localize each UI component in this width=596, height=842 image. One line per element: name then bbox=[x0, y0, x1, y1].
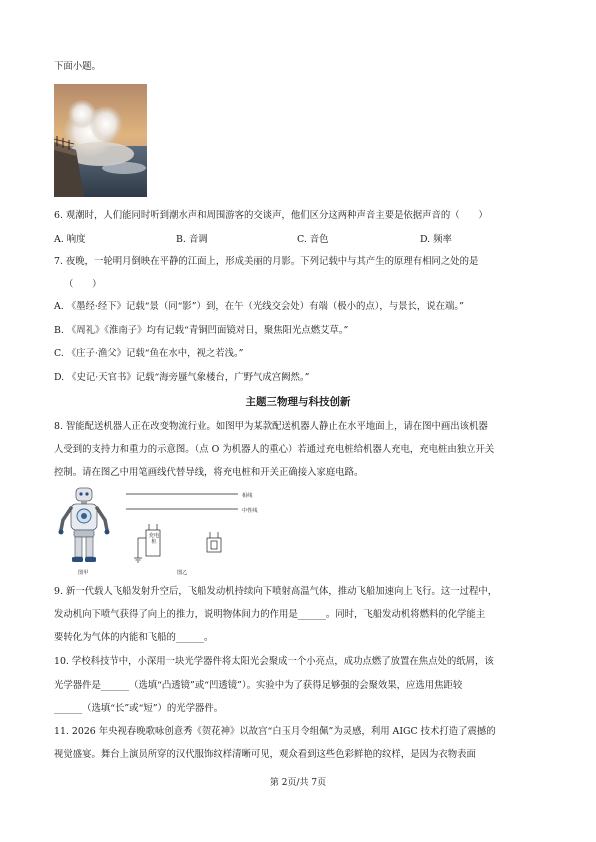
question-9-line-1: 9. 新一代载人飞船发射升空后，飞船发动机持续向下喷射高温气体，推动飞船加速向上飞行。这一过程中， bbox=[54, 586, 498, 597]
figure-a-robot bbox=[54, 486, 114, 568]
tide-photo-illustration bbox=[54, 84, 147, 197]
question-10-line-1: 10. 学校科技节中，小深用一块光学器件将太阳光会聚成一个小亮点，成功点燃了放置在焦点处的纸屑，该 bbox=[54, 656, 494, 667]
tide-photo bbox=[54, 84, 147, 197]
figure-b-caption: 图乙 bbox=[177, 570, 188, 576]
question-6-option-b: B. 音调 bbox=[176, 234, 208, 245]
question-7-paren: （ ） bbox=[64, 279, 102, 290]
neutral-wire-label: 中性线 bbox=[242, 508, 258, 514]
question-11-line-2: 视觉盛宴。舞台上演员所穿的汉代服饰纹样清晰可见，观众看到这些色彩鲜艳的纹样，是因为衣物表面 bbox=[54, 749, 476, 760]
question-6-stem: 6. 观潮时，人们能同时听到潮水声和周围游客的交谈声，他们区分这两种声音主要是依据声音的（ ） bbox=[54, 210, 488, 221]
question-6-option-c: C. 音色 bbox=[297, 234, 329, 245]
question-7-option-a: A. 《墨经·经下》记载“景（同“影”）到，在午（光线交会处）有端（极小的点），与景长，说在端。” bbox=[54, 301, 464, 312]
robot-illustration bbox=[54, 486, 114, 568]
question-7-option-b: B. 《周礼》《淮南子》均有记载“青铜凹面镜对日，聚焦阳光点燃艾草。” bbox=[54, 325, 349, 336]
question-8-line-3: 控制。请在图乙中用笔画线代替导线，将充电桩和开关正确接入家庭电路。 bbox=[54, 467, 364, 478]
figure-a-caption: 图甲 bbox=[78, 570, 89, 576]
page-footer: 第 2页/共 7页 bbox=[269, 778, 327, 788]
intro-text: 下面小题。 bbox=[54, 61, 101, 72]
question-6-option-d: D. 频率 bbox=[420, 234, 452, 245]
question-7-stem: 7. 夜晚，一轮明月倒映在平静的江面上，形成美丽的月影。下列记载中与其产生的原理有相同之处的是 bbox=[54, 256, 479, 267]
question-9-line-3: 要转化为气体的内能和飞船的______。 bbox=[54, 632, 214, 643]
question-10-line-3: ______（选填“长”或“短”）的光学器件。 bbox=[54, 703, 224, 714]
live-wire-label: 相线 bbox=[242, 493, 253, 499]
charger-label: 充电桩 bbox=[148, 533, 160, 545]
question-11-line-1: 11. 2026 年央视春晚歌咏创意秀《贺花神》以故宫“白玉月令组佩”为灵感，利用 AIGC 技术打造了震撼的 bbox=[54, 726, 496, 737]
question-7-option-d: D. 《史记·天官书》记载“海旁蜃气象楼台，广野气成宫阙然。” bbox=[54, 372, 310, 383]
section-title: 主题三物理与科技创新 bbox=[245, 396, 351, 408]
question-6-option-a: A. 响度 bbox=[54, 234, 86, 245]
question-8-line-1: 8. 智能配送机器人正在改变物流行业。如图甲为某款配送机器人静止在水平地面上，请在图中画出该机器 bbox=[54, 421, 488, 432]
question-7-option-c: C. 《庄子·渔父》记载“鱼在水中，视之若浅。” bbox=[54, 348, 244, 359]
question-9-line-2: 发动机向下喷气获得了向上的推力，说明物体间力的作用是______。同时，飞船发动机将燃料的化学能主 bbox=[54, 609, 486, 620]
question-8-line-2: 人受到的支持力和重力的示意图。（点 O 为机器人的重心）若通过充电桩给机器人充电，充电桩由独立开关 bbox=[54, 444, 495, 455]
question-10-line-2: 光学器件是______（选填“凸透镜”或“凹透镜”）。实验中为了获得足够强的会聚效果，应选用焦距较 bbox=[54, 680, 463, 691]
